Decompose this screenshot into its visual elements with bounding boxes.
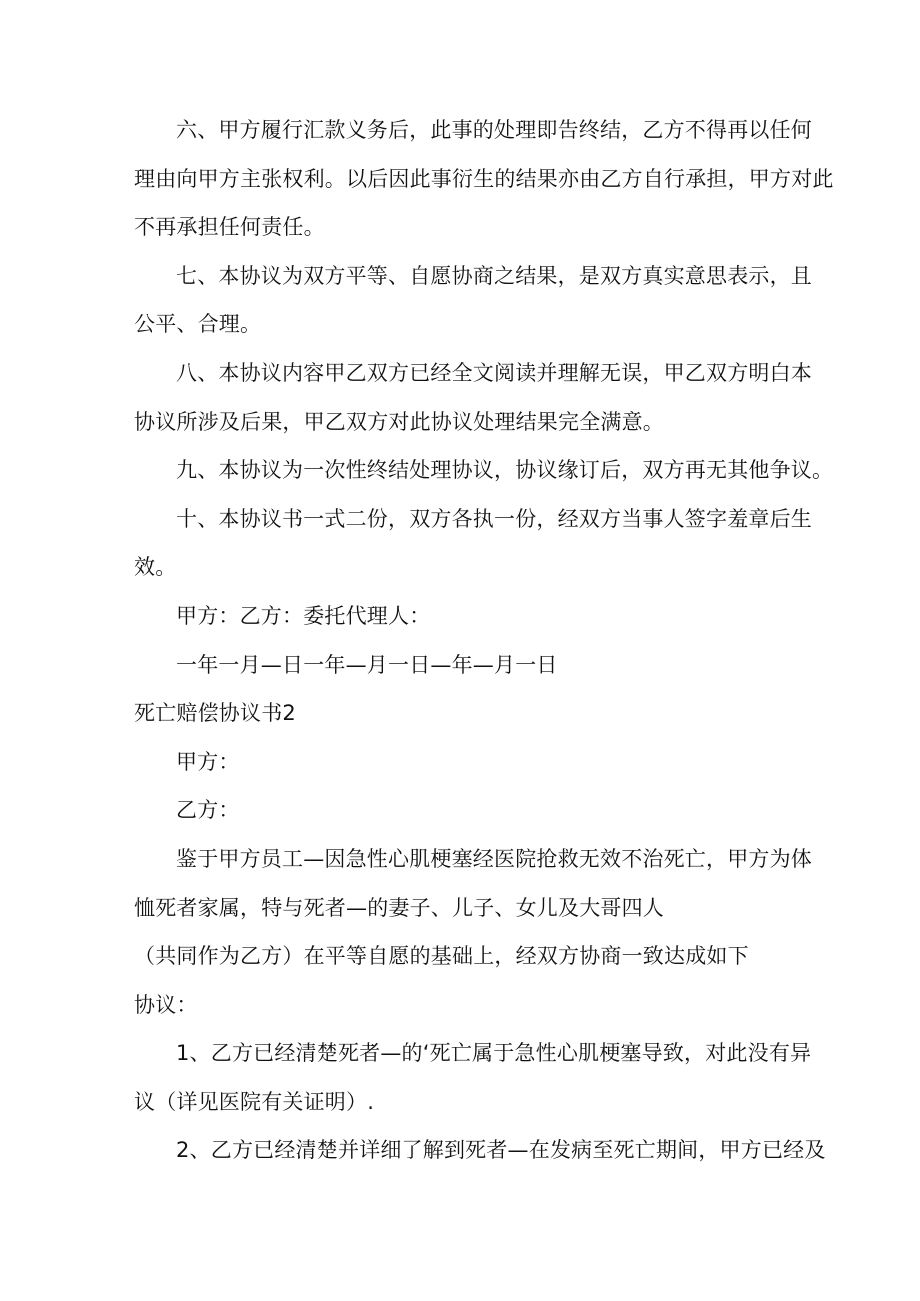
preamble-line-2: 恤死者家属，特与死者—的妻子、儿子、女儿及大哥四人 <box>134 895 664 920</box>
preamble-line-4: 协议： <box>134 992 198 1017</box>
paragraph-10-line-1: 十、本协议书一式二份，双方各执一份，经双方当事人签字羞章后生 <box>176 506 812 531</box>
preamble-line-3: （共同作为乙方）在平等自愿的基础上，经双方协商一致达成如下 <box>134 944 749 969</box>
paragraph-10-line-2: 效。 <box>134 555 177 580</box>
agreement-2-title: 死亡赔偿协议书2 <box>134 701 296 726</box>
paragraph-8-line-1: 八、本协议内容甲乙双方已经全文阅读并理解无误，甲乙双方明白本 <box>176 360 812 385</box>
paragraph-6-line-1: 六、甲方履行汇款义务后，此事的处理即告终结，乙方不得再以任何 <box>176 118 812 142</box>
signature-parties-line: 甲方：乙方：委托代理人： <box>176 603 431 628</box>
paragraph-6-line-3: 不再承担任何责任。 <box>134 215 325 240</box>
paragraph-9-line-1: 九、本协议为一次性终结处理协议，协议缘订后，双方再无其他争议。 <box>176 458 834 483</box>
party-b-line: 乙方： <box>176 798 240 823</box>
clause-2-line-1: 2、乙方已经清楚并详细了解到死者—在发病至死亡期间，甲方已经及 <box>176 1138 826 1163</box>
paragraph-7-line-2: 公平、合理。 <box>134 312 262 337</box>
preamble-line-1: 鉴于甲方员工—因急性心肌梗塞经医院抢救无效不治死亡，甲方为体 <box>176 846 812 871</box>
document-body <box>134 106 834 1175</box>
signature-dates-line: 一年一月—日一年—月一日—年—月一日 <box>176 652 558 677</box>
party-a-line: 甲方： <box>176 749 240 774</box>
paragraph-8-line-2: 协议所涉及后果，甲乙双方对此协议处理结果完全满意。 <box>134 409 664 434</box>
clause-1-line-1: 1、乙方已经清楚死者—的‘死亡属于急性心肌梗塞导致，对此没有异 <box>176 1041 812 1066</box>
paragraph-7-line-1: 七、本协议为双方平等、自愿协商之结果，是双方真实意思表示，且 <box>176 263 812 288</box>
clause-1-line-2: 议（详见医院有关证明）. <box>134 1089 375 1114</box>
paragraph-6-line-2: 理由向甲方主张权利。以后因此事衍生的结果亦由乙方自行承担，甲方对此 <box>134 166 834 191</box>
